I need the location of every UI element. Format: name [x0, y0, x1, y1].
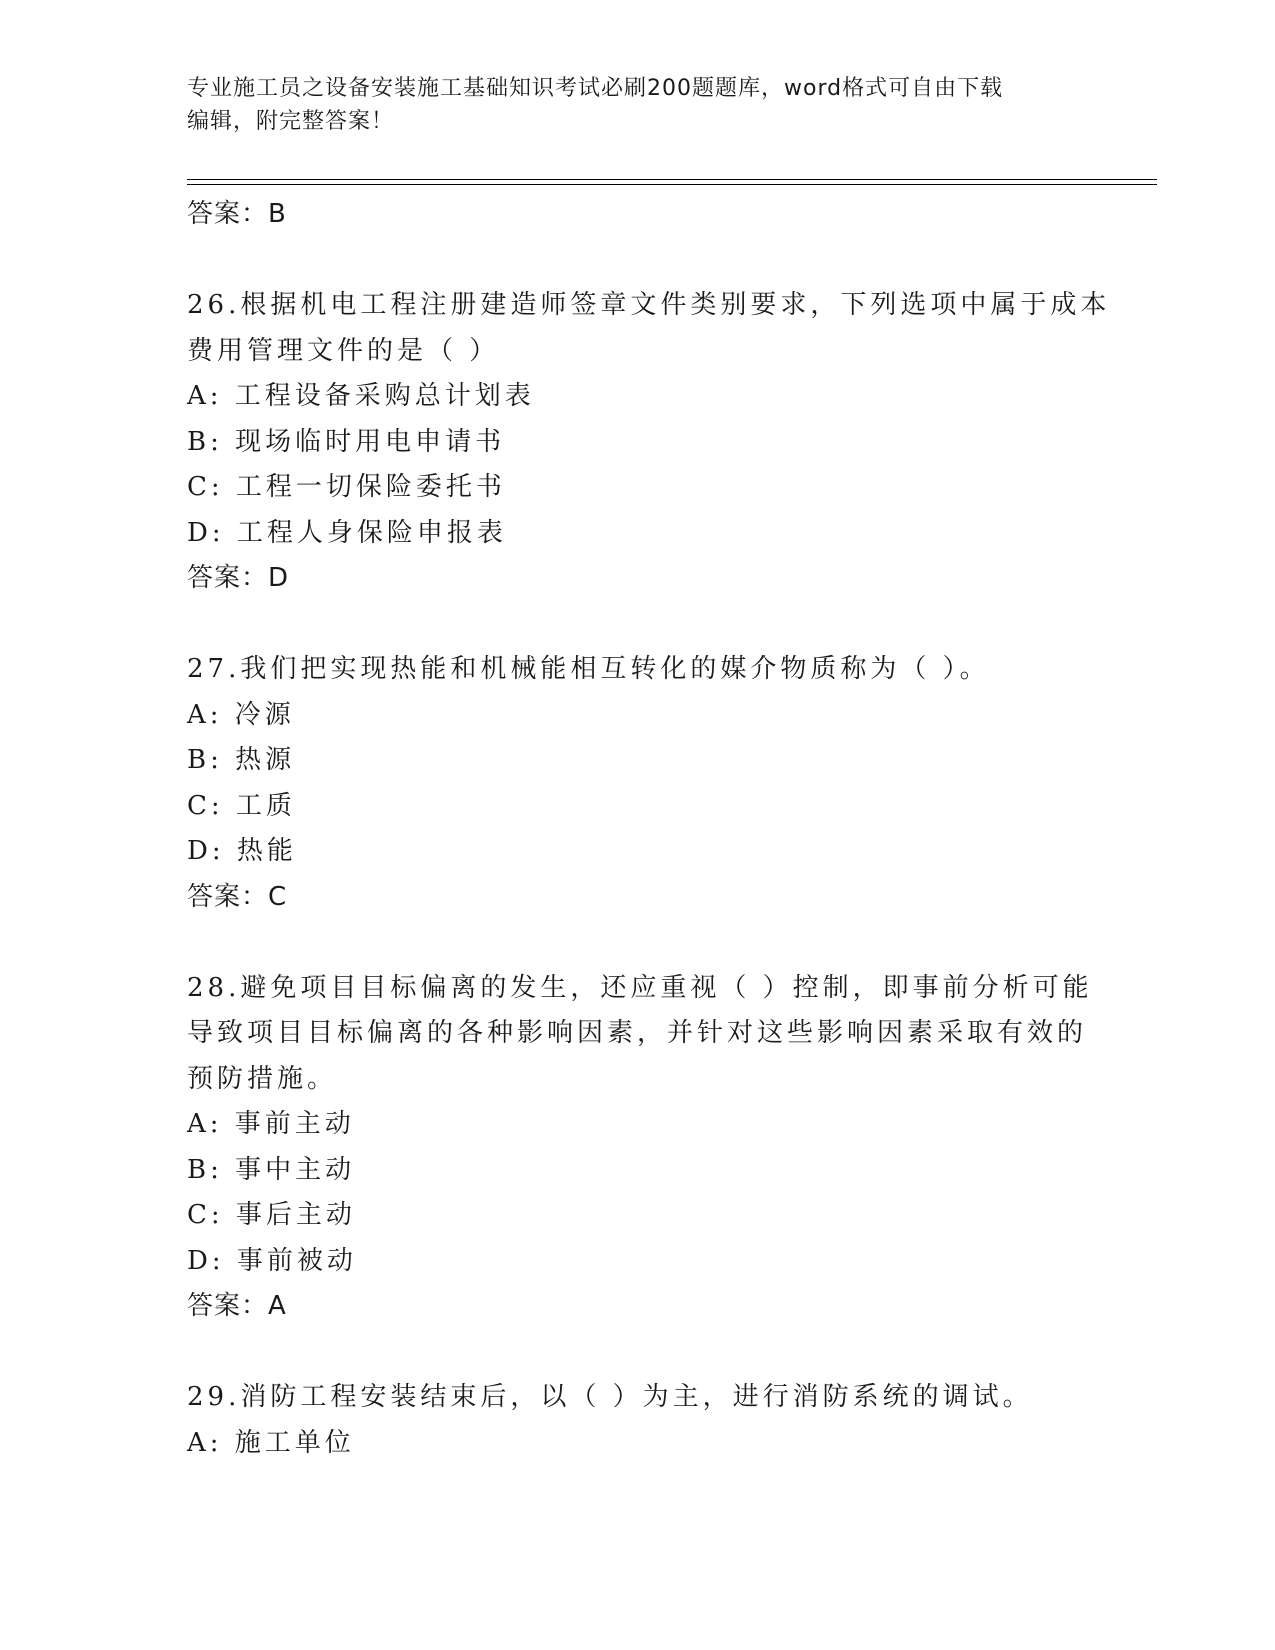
option-item: B: 热源 [187, 745, 296, 775]
option-item: A: 施工单位 [187, 1427, 355, 1458]
option-item: B: 事中主动 [187, 1154, 356, 1185]
page-header [187, 72, 1087, 138]
option-item: B: 现场临时用电申请书 [187, 426, 506, 457]
question-text: 费用管理文件的是（ ） [187, 335, 500, 366]
question-text: 导致项目目标偏离的各种影响因素，并针对这些影响因素采取有效的 [187, 1018, 1088, 1048]
question-text: 预防措施。 [187, 1063, 338, 1094]
option-item: D: 热能 [187, 836, 297, 866]
answer-line: 答案：D [187, 563, 290, 593]
answer-line: 答案：C [187, 881, 288, 912]
question-text: 29.消防工程安装结束后，以（ ）为主，进行消防系统的调试。 [187, 1382, 1033, 1412]
question-text: 26.根据机电工程注册建造师签章文件类别要求，下列选项中属于成本 [187, 290, 1111, 320]
question-text: 27.我们把实现热能和机械能相互转化的媒介物质称为（ ）。 [187, 654, 990, 684]
header-divider [187, 184, 1157, 185]
option-item: C: 工程一切保险委托书 [187, 472, 506, 502]
option-item: A: 冷源 [187, 699, 295, 730]
header-line: 专业施工员之设备安装施工基础知识考试必刷200题题库，word格式可自由下载 [187, 76, 1004, 101]
option-item: A: 事前主动 [187, 1109, 355, 1139]
option-item: D: 工程人身保险申报表 [187, 517, 507, 548]
answer-line: 答案：B [187, 199, 287, 229]
question-text: 28.避免项目目标偏离的发生，还应重视（ ）控制，即事前分析可能 [187, 972, 1093, 1003]
option-item: A: 工程设备采购总计划表 [187, 381, 535, 411]
question-block [187, 283, 1111, 602]
question-block [187, 1375, 1087, 1466]
option-item: C: 事后主动 [187, 1200, 356, 1230]
question-list [187, 192, 1111, 1466]
header-line: 编辑，附完整答案！ [187, 109, 395, 134]
option-item: D: 事前被动 [187, 1245, 357, 1276]
option-item: C: 工质 [187, 790, 296, 821]
answer-line: 答案：A [187, 1291, 287, 1321]
question-block [187, 647, 1087, 920]
question-block [187, 966, 1093, 1330]
header-divider [187, 179, 1157, 180]
